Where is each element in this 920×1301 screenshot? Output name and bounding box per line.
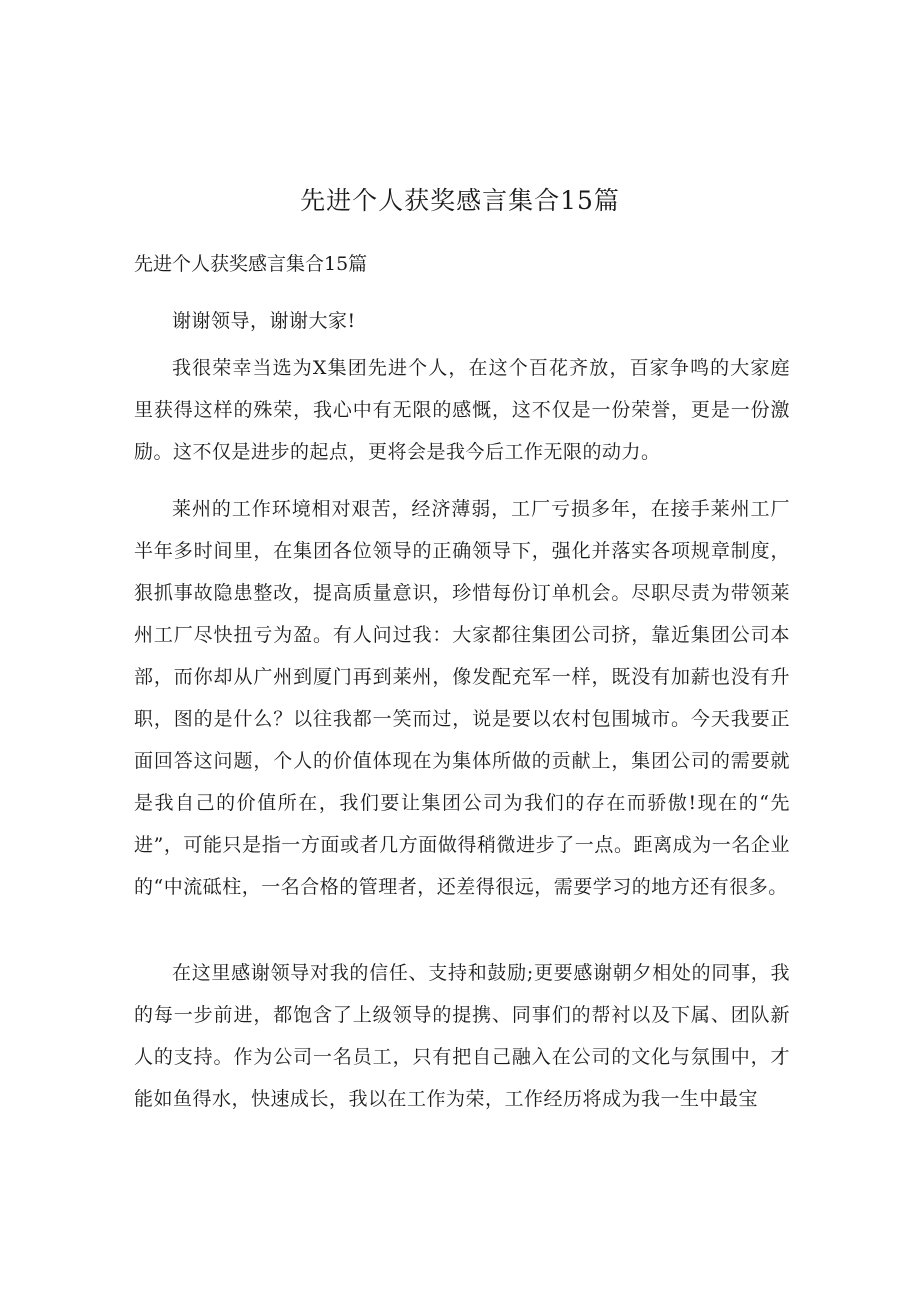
document-title: 先进个人获奖感言集合15篇	[300, 186, 620, 215]
paragraph-greeting: 谢谢领导，谢谢大家!	[172, 310, 356, 332]
paragraph-thanks: 在这里感谢领导对我的信任、支持和鼓励;更要感谢朝夕相处的同事，我的每一步前进，都饱含了上级领导的提携、同事们的帮衬以及下属、团队新人的支持。作为公司一名员工，只有把自己融入在公司的文化与氛围中，才能如鱼得水，快速成长，我以在工作为荣，工作经历将成为我一生中最宝	[134, 962, 790, 1110]
document-subtitle: 先进个人获奖感言集合15篇	[134, 253, 368, 275]
paragraph-laizhou-work: 莱州的工作环境相对艰苦，经济薄弱，工厂亏损多年，在接手莱州工厂半年多时间里，在集团各位领导的正确领导下，强化并落实各项规章制度，狠抓事故隐患整改，提高质量意识，珍惜每份订单机会。尽职尽责为带领莱州工厂尽快扭亏为盈。有人问过我：大家都往集团公司挤，靠近集团公司本部，而你却从广州到厦门再到莱州，像发配充军一样，既没有加薪也没有升职，图的是什么？以往我都一笑而过，说是要以农村包围城市。今天我要正面回答这问题，个人的价值体现在为集体所做的贡献上，集团公司的需要就是我自己的价值所在，我们要让集团公司为我们的存在而骄傲!现在的“先进”，可能只是指一方面或者几方面做得稍微进步了一点。距离成为一名企业的“中流砥柱，一名合格的管理者，还差得很远，需要学习的地方还有很多。	[134, 498, 790, 898]
paragraph-honor: 我很荣幸当选为X集团先进个人，在这个百花齐放，百家争鸣的大家庭里获得这样的殊荣，我心中有无限的感慨，这不仅是一份荣誉，更是一份激励。这不仅是进步的起点，更将会是我今后工作无限的动力。	[134, 357, 790, 463]
